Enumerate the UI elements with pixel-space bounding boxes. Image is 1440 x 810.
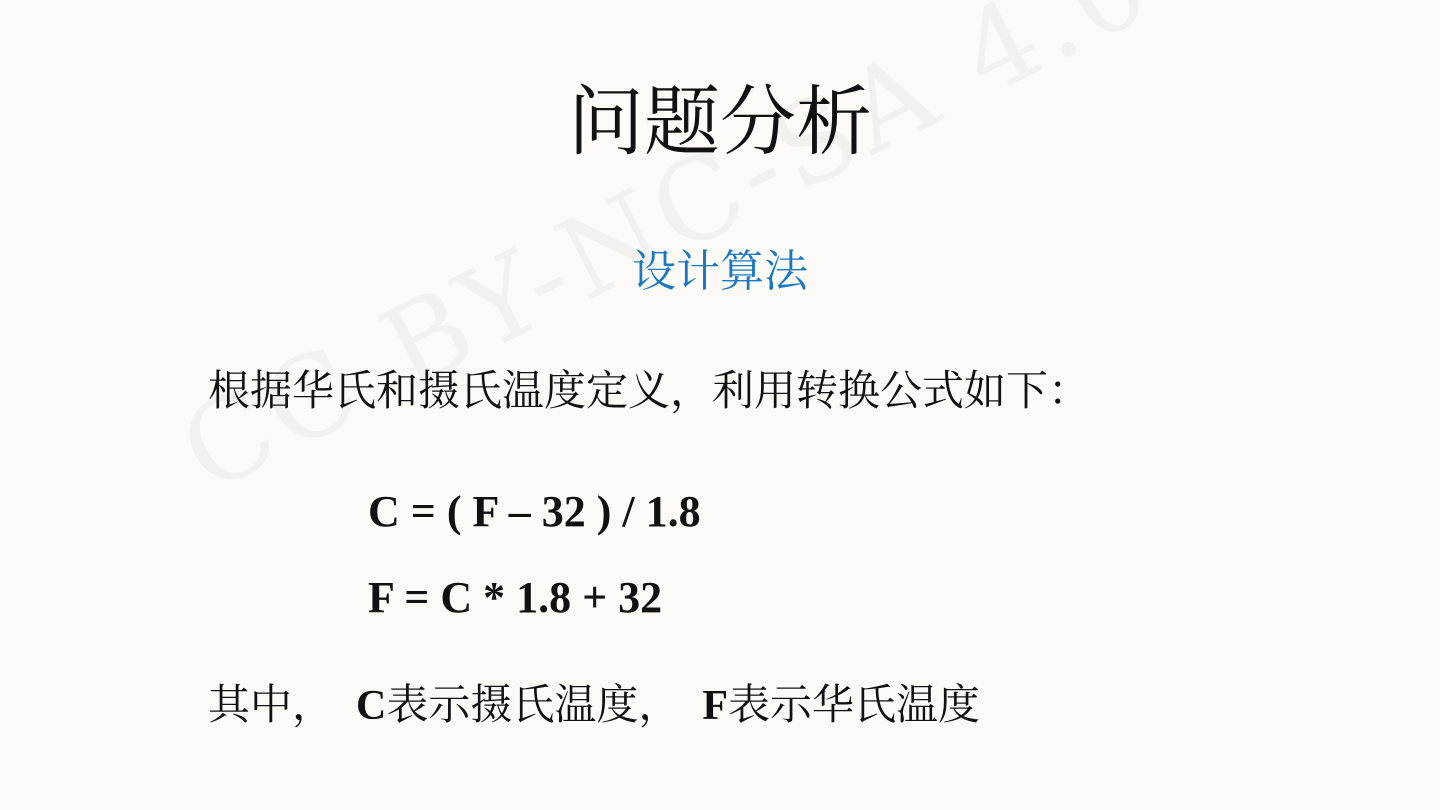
section-subtitle: 设计算法 (632, 246, 808, 297)
fahrenheit-symbol: F (702, 683, 729, 729)
page-title: 问题分析 (568, 77, 872, 166)
fahrenheit-description: 表示华氏温度 (728, 680, 981, 729)
celsius-symbol: C (356, 683, 387, 729)
note-line (208, 680, 980, 731)
celsius-description: 表示摄氏温度， (386, 680, 681, 729)
formula-fahrenheit: F = C * 1.8 + 32 (368, 573, 663, 622)
formula-celsius: C = ( F – 32 ) / 1.8 (368, 487, 701, 536)
note-prefix: 其中， (208, 680, 335, 729)
intro-text: 根据华氏和摄氏温度定义，利用转换公式如下： (208, 366, 1091, 415)
